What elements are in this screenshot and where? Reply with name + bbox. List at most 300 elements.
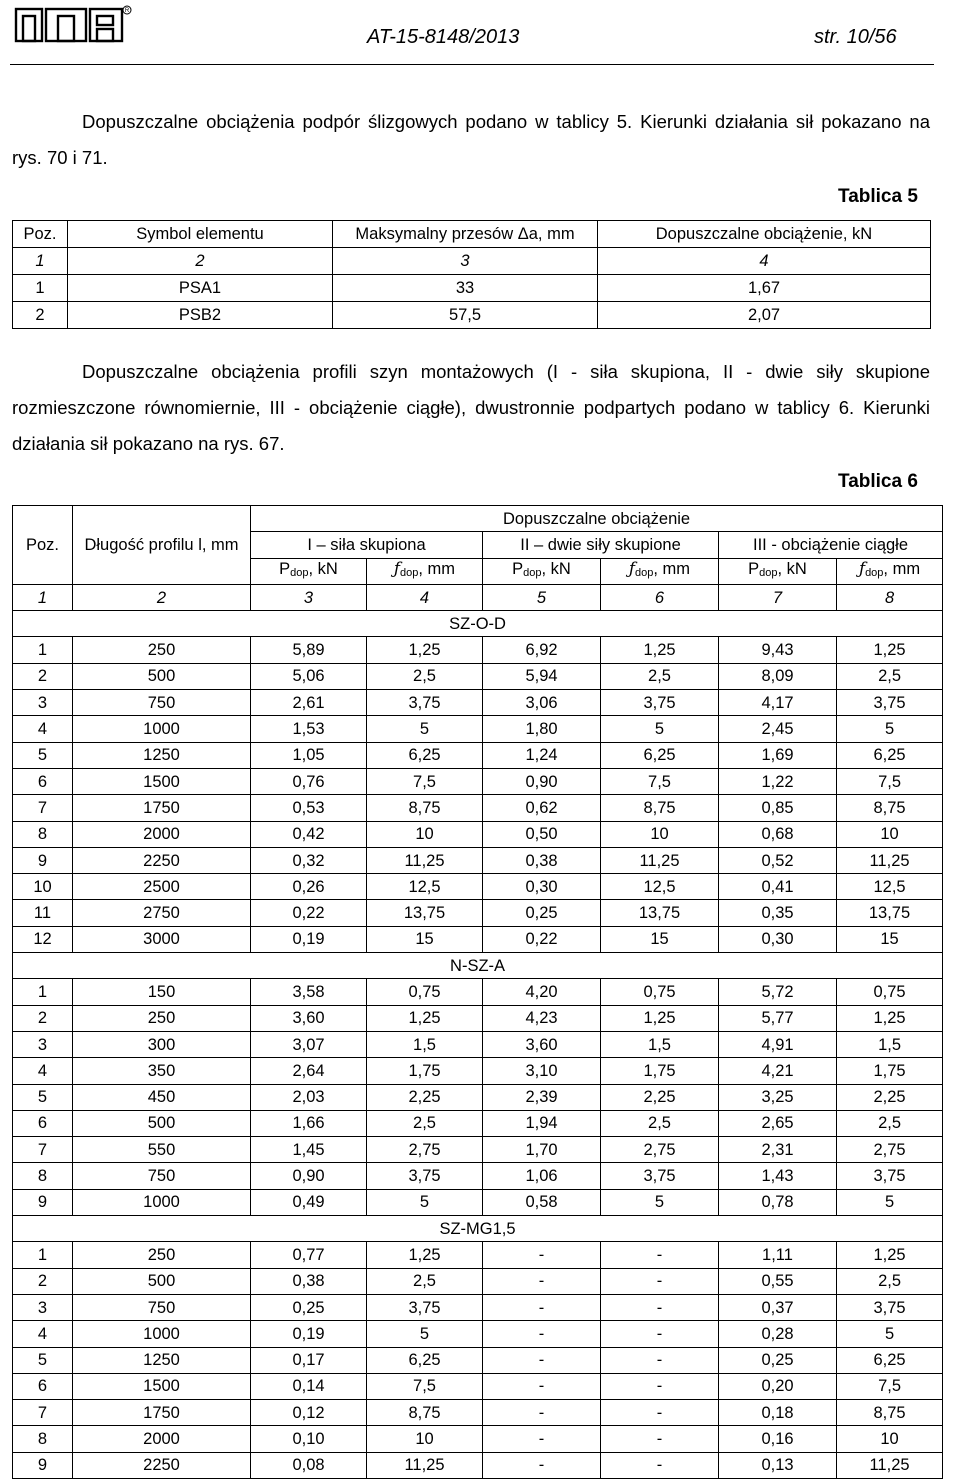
table6-cell: 3,75	[367, 1163, 483, 1189]
table6-cell: 8,75	[837, 795, 943, 821]
paragraph-profiles: Dopuszczalne obciążenia profili szyn montażowych (I - siła skupiona, II - dwie siły skupione rozmieszczone równomiernie, III - obciążenie ciągłe), dwustronnie podpartych podano w tablicy 6. Kierunki działania sił pokazano na rys. 67.	[12, 361, 930, 454]
table6-cell: 1000	[73, 1189, 251, 1215]
table6-cell: 1,75	[837, 1058, 943, 1084]
table6-cell: 2250	[73, 1452, 251, 1478]
table6-cell: 0,35	[719, 900, 837, 926]
table6-cell: 10	[13, 874, 73, 900]
table6-cell: -	[601, 1452, 719, 1478]
table6-cell: -	[483, 1400, 601, 1426]
table6-cell: 6,25	[601, 742, 719, 768]
table6-cell: 10	[367, 1426, 483, 1452]
table6-cell: 5	[13, 1347, 73, 1373]
table6-cell: 8,75	[601, 795, 719, 821]
table6-cell: 250	[73, 1242, 251, 1268]
table6-header-p-kn: $P_{dop}$, kN	[719, 558, 837, 584]
table6-cell: 5	[601, 716, 719, 742]
table5-cell: PSB2	[68, 302, 333, 329]
table6-cell: 8	[13, 821, 73, 847]
table-row	[13, 1084, 943, 1110]
table6-cell: 2,31	[719, 1137, 837, 1163]
table5-header-row	[13, 221, 931, 248]
table6-cell: 0,30	[483, 874, 601, 900]
table6-cell: 1	[13, 637, 73, 663]
table6-cell: -	[601, 1400, 719, 1426]
table6-cell: 0,38	[251, 1268, 367, 1294]
table6-cell: 2750	[73, 900, 251, 926]
table6-cell: 7	[13, 1400, 73, 1426]
table6-cell: 1,70	[483, 1137, 601, 1163]
table6-cell: -	[601, 1426, 719, 1452]
table6-cell: 1000	[73, 1321, 251, 1347]
table-row	[13, 1058, 943, 1084]
page-number: str. 10/56	[814, 26, 897, 48]
header-divider	[10, 64, 934, 65]
table6-cell: -	[601, 1347, 719, 1373]
table6-cell: 7,5	[367, 768, 483, 794]
table6-cell: 2,64	[251, 1058, 367, 1084]
table6-cell: 500	[73, 1268, 251, 1294]
table6-cell: 8,75	[367, 795, 483, 821]
table6-cell: 11	[13, 900, 73, 926]
table6-cell: 13,75	[837, 900, 943, 926]
table6-cell: 11,25	[367, 847, 483, 873]
table6-cell: 0,75	[601, 979, 719, 1005]
table6-section-row	[13, 611, 943, 637]
table6-cell: 3,75	[837, 690, 943, 716]
table6-cell: 2250	[73, 847, 251, 873]
table6-cell: 15	[837, 926, 943, 952]
table6-cell: 550	[73, 1137, 251, 1163]
table5-header-cell: Symbol elementu	[68, 221, 333, 248]
table5-cell: 1	[13, 275, 68, 302]
table6-header-length: Długość profilu l, mm	[73, 506, 251, 585]
table5-cell: 1,67	[598, 275, 931, 302]
table6-cell: 1,25	[601, 637, 719, 663]
table5-cell: 2	[13, 302, 68, 329]
table6-cell: 1,24	[483, 742, 601, 768]
table6-cell: 4,17	[719, 690, 837, 716]
table6-cell: 3,07	[251, 1031, 367, 1057]
table6-cell: 1,25	[837, 1242, 943, 1268]
table6-cell: 0,62	[483, 795, 601, 821]
table-row	[13, 1110, 943, 1136]
table6-caption: Tablica 6	[838, 471, 918, 492]
table5-cell: 57,5	[333, 302, 598, 329]
table6-header-f-mm: $ƒ_{dop}$, mm	[367, 558, 483, 584]
table6-cell: 0,22	[483, 926, 601, 952]
table6	[12, 505, 943, 1479]
table5-header-cell: Maksymalny przesów Δa, mm	[333, 221, 598, 248]
table-row	[13, 926, 943, 952]
table6-cell: 11,25	[837, 847, 943, 873]
table6-cell: 1,25	[837, 637, 943, 663]
table6-cell: 500	[73, 663, 251, 689]
table-row	[13, 663, 943, 689]
table6-cell: 1750	[73, 1400, 251, 1426]
table6-cell: 2,75	[367, 1137, 483, 1163]
table6-cell: 1,25	[367, 1005, 483, 1031]
table6-cell: 4,20	[483, 979, 601, 1005]
table-row	[13, 795, 943, 821]
table6-cell: 3,75	[367, 1294, 483, 1320]
table6-cell: 12,5	[367, 874, 483, 900]
table6-cell: 6,25	[367, 1347, 483, 1373]
table6-cell: 0,30	[719, 926, 837, 952]
table-row	[13, 1005, 943, 1031]
table6-cell: 1,06	[483, 1163, 601, 1189]
table6-cell: 15	[367, 926, 483, 952]
table6-cell: 3,60	[251, 1005, 367, 1031]
table-row	[13, 302, 931, 329]
table6-cell: 7,5	[837, 768, 943, 794]
table6-column-number: 8	[837, 584, 943, 610]
table6-cell: 4	[13, 716, 73, 742]
table6-cell: -	[483, 1242, 601, 1268]
table6-cell: -	[601, 1242, 719, 1268]
table6-cell: 6	[13, 768, 73, 794]
table6-cell: 0,20	[719, 1373, 837, 1399]
table6-cell: 5	[367, 1321, 483, 1347]
table6-header-poz: Poz.	[13, 506, 73, 585]
table-row	[13, 1347, 943, 1373]
table6-cell: 11,25	[367, 1452, 483, 1478]
table6-cell: 8	[13, 1163, 73, 1189]
table6-cell: 2,65	[719, 1110, 837, 1136]
table6-cell: -	[601, 1268, 719, 1294]
table6-header-case-2: II – dwie siły skupione	[483, 532, 719, 558]
table6-cell: 2,5	[837, 1268, 943, 1294]
table6-section-row	[13, 953, 943, 979]
table6-cell: -	[483, 1426, 601, 1452]
table6-cell: 9	[13, 847, 73, 873]
table6-cell: 9,43	[719, 637, 837, 663]
table6-cell: -	[483, 1321, 601, 1347]
page-header	[0, 0, 960, 60]
table6-cell: 5	[601, 1189, 719, 1215]
table6-cell: 350	[73, 1058, 251, 1084]
table6-cell: -	[483, 1347, 601, 1373]
table6-cell: 12	[13, 926, 73, 952]
table5-column-number: 1	[13, 248, 68, 275]
table6-cell: 10	[837, 1426, 943, 1452]
table6-cell: 12,5	[837, 874, 943, 900]
table6-cell: 3,75	[601, 1163, 719, 1189]
table6-cell: 0,75	[367, 979, 483, 1005]
table6-cell: 1,25	[367, 1242, 483, 1268]
table6-section-title: SZ-O-D	[13, 611, 943, 637]
table6-cell: 5	[837, 716, 943, 742]
table6-section-title: N-SZ-A	[13, 953, 943, 979]
table6-cell: 9	[13, 1189, 73, 1215]
table6-cell: 5	[13, 742, 73, 768]
table-row	[13, 1031, 943, 1057]
table6-cell: 3,06	[483, 690, 601, 716]
table6-cell: 0,58	[483, 1189, 601, 1215]
table6-column-number: 7	[719, 584, 837, 610]
table6-cell: 3000	[73, 926, 251, 952]
table6-cell: 4	[13, 1321, 73, 1347]
table6-cell: 1250	[73, 742, 251, 768]
table6-cell: 13,75	[601, 900, 719, 926]
table6-cell: 0,41	[719, 874, 837, 900]
table6-cell: 2,39	[483, 1084, 601, 1110]
table6-cell: 2,61	[251, 690, 367, 716]
table6-cell: 4,91	[719, 1031, 837, 1057]
table5-column-number: 2	[68, 248, 333, 275]
table6-cell: 1,25	[837, 1005, 943, 1031]
table5-column-number: 4	[598, 248, 931, 275]
table6-cell: 0,18	[719, 1400, 837, 1426]
table6-cell: 2000	[73, 1426, 251, 1452]
table-row	[13, 275, 931, 302]
table5-body	[13, 221, 931, 329]
table6-header-case-1: I – siła skupiona	[251, 532, 483, 558]
table6-cell: 250	[73, 637, 251, 663]
document-id: AT-15-8148/2013	[367, 26, 520, 48]
table-row	[13, 1452, 943, 1478]
table6-cell: 0,90	[483, 768, 601, 794]
table6-cell: -	[601, 1321, 719, 1347]
table6-cell: 0,19	[251, 926, 367, 952]
table6-cell: 1,75	[367, 1058, 483, 1084]
table6-cell: 2	[13, 1268, 73, 1294]
table6-cell: 0,14	[251, 1373, 367, 1399]
table5-header-cell: Dopuszczalne obciążenie, kN	[598, 221, 931, 248]
table6-cell: 11,25	[601, 847, 719, 873]
table6-cell: 5,94	[483, 663, 601, 689]
table6-column-number: 3	[251, 584, 367, 610]
table6-cell: 2,5	[837, 1110, 943, 1136]
table6-cell: 12,5	[601, 874, 719, 900]
table-row	[13, 637, 943, 663]
table6-cell: 1,05	[251, 742, 367, 768]
table6-cell: 0,25	[483, 900, 601, 926]
table-row	[13, 1400, 943, 1426]
table6-cell: 1,22	[719, 768, 837, 794]
table6-cell: 10	[837, 821, 943, 847]
table6-cell: -	[483, 1268, 601, 1294]
table6-header-load: Dopuszczalne obciążenie	[251, 506, 943, 532]
table5-caption: Tablica 5	[838, 186, 918, 207]
table6-cell: 4,21	[719, 1058, 837, 1084]
table6-cell: 0,53	[251, 795, 367, 821]
table5-column-number: 3	[333, 248, 598, 275]
table5-cell: PSA1	[68, 275, 333, 302]
table-row	[13, 768, 943, 794]
table6-header-case-3: III - obciążenie ciągłe	[719, 532, 943, 558]
table6-cell: 1750	[73, 795, 251, 821]
table-row	[13, 900, 943, 926]
table-row	[13, 1373, 943, 1399]
table6-cell: 3,60	[483, 1031, 601, 1057]
table6-cell: 0,32	[251, 847, 367, 873]
table6-cell: 0,19	[251, 1321, 367, 1347]
table6-cell: 5,72	[719, 979, 837, 1005]
table-row	[13, 1189, 943, 1215]
table-row	[13, 821, 943, 847]
table6-cell: 1500	[73, 768, 251, 794]
paragraph-intro: Dopuszczalne obciążenia podpór ślizgowych podano w tablicy 5. Kierunki działania sił pokazano na rys. 70 i 71.	[12, 111, 930, 168]
table6-cell: 5	[367, 1189, 483, 1215]
table6-cell: 2,5	[367, 663, 483, 689]
table6-cell: 2	[13, 1005, 73, 1031]
table6-cell: 5	[837, 1189, 943, 1215]
table6-body	[13, 506, 943, 1479]
table5-cell: 33	[333, 275, 598, 302]
table6-cell: 0,12	[251, 1400, 367, 1426]
table6-cell: 7	[13, 795, 73, 821]
table6-cell: 0,76	[251, 768, 367, 794]
table6-cell: -	[483, 1294, 601, 1320]
table6-cell: -	[483, 1373, 601, 1399]
table5-cell: 2,07	[598, 302, 931, 329]
table6-header-p-kn: $P_{dop}$, kN	[251, 558, 367, 584]
table6-cell: 7,5	[367, 1373, 483, 1399]
table6-cell: 11,25	[837, 1452, 943, 1478]
table6-column-number: 4	[367, 584, 483, 610]
table6-header-row-1	[13, 506, 943, 532]
table6-cell: 0,38	[483, 847, 601, 873]
table6-cell: 1	[13, 979, 73, 1005]
table6-cell: 0,26	[251, 874, 367, 900]
table6-cell: 8,75	[367, 1400, 483, 1426]
table6-cell: 1,45	[251, 1137, 367, 1163]
table6-cell: 1,75	[601, 1058, 719, 1084]
table6-header-f-mm: $ƒ_{dop}$, mm	[837, 558, 943, 584]
table6-cell: 0,75	[837, 979, 943, 1005]
table6-cell: 5	[13, 1084, 73, 1110]
table6-cell: 0,13	[719, 1452, 837, 1478]
table6-cell: 1	[13, 1242, 73, 1268]
table6-cell: 1250	[73, 1347, 251, 1373]
table6-cell: 0,49	[251, 1189, 367, 1215]
table6-number-row	[13, 584, 943, 610]
table6-cell: 1,5	[367, 1031, 483, 1057]
table6-cell: 1,25	[367, 637, 483, 663]
table6-cell: 5	[367, 716, 483, 742]
table6-cell: 8,75	[837, 1400, 943, 1426]
table6-cell: 1,80	[483, 716, 601, 742]
table6-cell: 3	[13, 1294, 73, 1320]
table6-cell: 3,75	[837, 1294, 943, 1320]
table6-cell: 3,75	[837, 1163, 943, 1189]
table-row	[13, 1137, 943, 1163]
table6-cell: 2,5	[601, 1110, 719, 1136]
table6-cell: 10	[367, 821, 483, 847]
table6-cell: 0,78	[719, 1189, 837, 1215]
table6-cell: 1,69	[719, 742, 837, 768]
table5	[12, 220, 931, 329]
table6-cell: 6,25	[837, 742, 943, 768]
table6-cell: 0,77	[251, 1242, 367, 1268]
table6-cell: 250	[73, 1005, 251, 1031]
table6-cell: 450	[73, 1084, 251, 1110]
table-row	[13, 1163, 943, 1189]
table6-cell: 750	[73, 1163, 251, 1189]
table6-cell: 7	[13, 1137, 73, 1163]
table6-cell: 2,75	[837, 1137, 943, 1163]
table6-cell: 1,5	[601, 1031, 719, 1057]
table-row	[13, 716, 943, 742]
itb-logo	[14, 4, 132, 44]
table6-cell: 500	[73, 1110, 251, 1136]
table6-cell: 4	[13, 1058, 73, 1084]
table6-cell: 0,85	[719, 795, 837, 821]
table6-column-number: 1	[13, 584, 73, 610]
table6-cell: 0,17	[251, 1347, 367, 1373]
table6-cell: 2,5	[367, 1110, 483, 1136]
table6-column-number: 6	[601, 584, 719, 610]
table6-cell: 6,92	[483, 637, 601, 663]
table6-cell: 1500	[73, 1373, 251, 1399]
table6-cell: 8	[13, 1426, 73, 1452]
table6-cell: 0,25	[251, 1294, 367, 1320]
table6-cell: 5,77	[719, 1005, 837, 1031]
table6-cell: 5	[837, 1321, 943, 1347]
table5-number-row	[13, 248, 931, 275]
table6-cell: 7,5	[601, 768, 719, 794]
table6-cell: 2,5	[837, 663, 943, 689]
table-row	[13, 1426, 943, 1452]
table6-cell: 750	[73, 1294, 251, 1320]
table6-section-row	[13, 1216, 943, 1242]
table6-cell: -	[483, 1452, 601, 1478]
table6-cell: 1,25	[601, 1005, 719, 1031]
table6-cell: 10	[601, 821, 719, 847]
table6-header-f-mm: $ƒ_{dop}$, mm	[601, 558, 719, 584]
table-row	[13, 847, 943, 873]
table6-cell: 0,68	[719, 821, 837, 847]
table6-cell: 300	[73, 1031, 251, 1057]
table6-cell: 5,06	[251, 663, 367, 689]
table6-cell: 750	[73, 690, 251, 716]
table6-section-title: SZ-MG1,5	[13, 1216, 943, 1242]
table6-column-number: 5	[483, 584, 601, 610]
table6-cell: 3,75	[601, 690, 719, 716]
table6-cell: 2,25	[367, 1084, 483, 1110]
table-row	[13, 690, 943, 716]
table6-cell: 3,75	[367, 690, 483, 716]
table6-cell: 2,25	[837, 1084, 943, 1110]
table-row	[13, 742, 943, 768]
table6-column-number: 2	[73, 584, 251, 610]
table6-cell: 0,16	[719, 1426, 837, 1452]
table6-cell: 0,90	[251, 1163, 367, 1189]
table6-cell: 0,55	[719, 1268, 837, 1294]
table6-cell: 0,25	[719, 1347, 837, 1373]
table6-cell: 7,5	[837, 1373, 943, 1399]
table6-cell: 0,37	[719, 1294, 837, 1320]
table-row	[13, 979, 943, 1005]
table6-cell: 0,28	[719, 1321, 837, 1347]
table6-cell: 3	[13, 1031, 73, 1057]
table6-cell: 3,25	[719, 1084, 837, 1110]
table6-cell: 2,5	[367, 1268, 483, 1294]
table6-cell: 6,25	[837, 1347, 943, 1373]
table6-cell: 0,10	[251, 1426, 367, 1452]
table6-cell: 2,25	[601, 1084, 719, 1110]
table6-cell: -	[601, 1294, 719, 1320]
table6-cell: 5,89	[251, 637, 367, 663]
table-row	[13, 1242, 943, 1268]
table6-cell: 0,52	[719, 847, 837, 873]
table6-cell: 150	[73, 979, 251, 1005]
table6-cell: 0,08	[251, 1452, 367, 1478]
table6-cell: 3,58	[251, 979, 367, 1005]
table6-cell: 0,22	[251, 900, 367, 926]
table6-header-p-kn: $P_{dop}$, kN	[483, 558, 601, 584]
table6-cell: 1,66	[251, 1110, 367, 1136]
